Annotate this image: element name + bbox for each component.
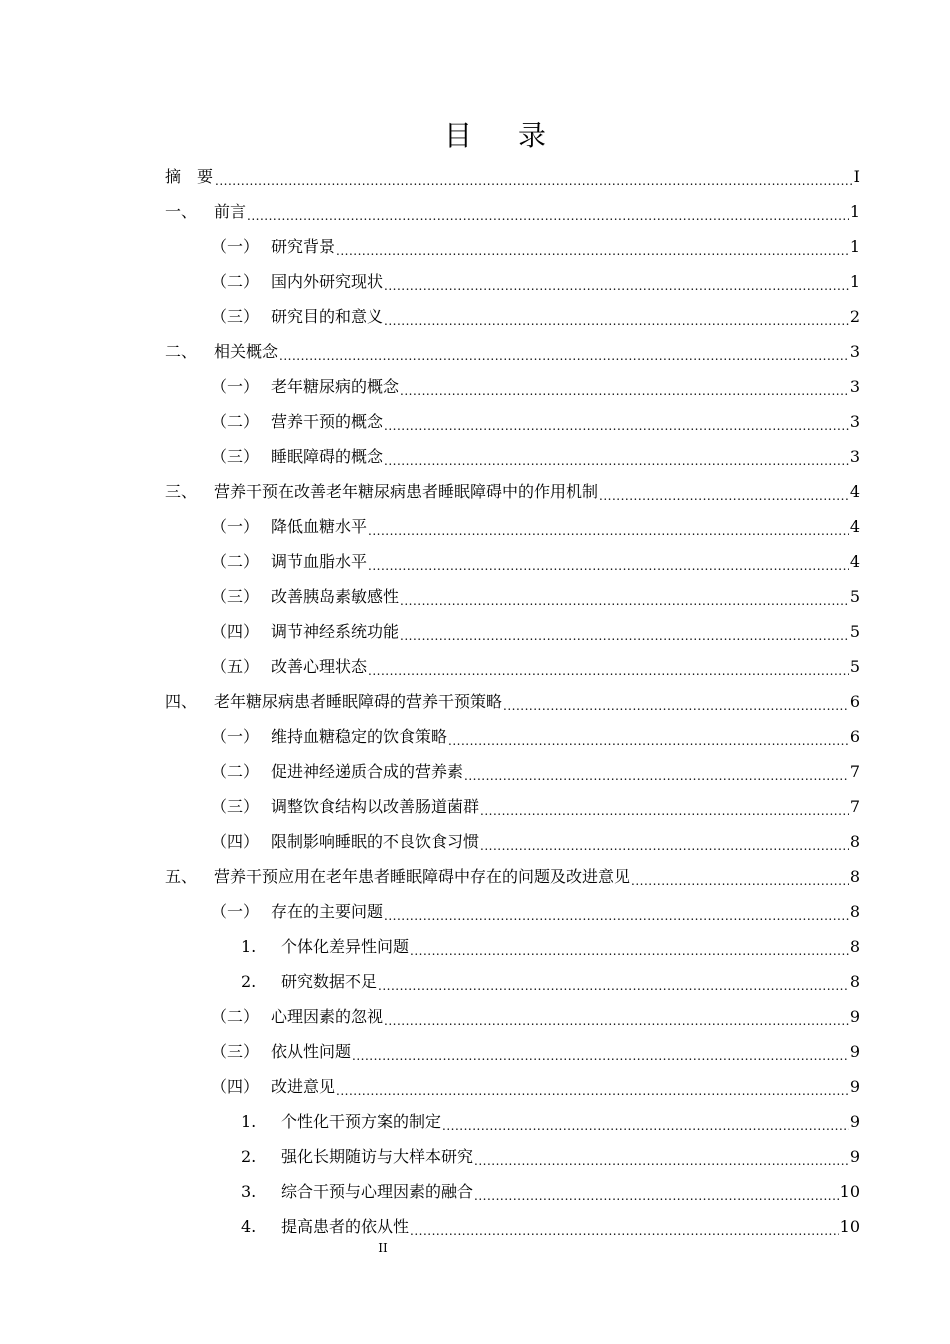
toc-entry-number: 1. [241,1111,257,1131]
toc-page-number: 2 [849,306,860,326]
toc-page-number: 9 [849,1146,860,1166]
toc-dot-leader [336,1081,849,1101]
toc-entry-number: 二、 [165,341,198,361]
toc-page-number: 8 [849,831,860,851]
toc-entry-number: （三） [211,306,260,326]
toc-dot-leader [378,976,849,996]
toc-page-number: 3 [849,446,860,466]
toc-dot-leader [503,696,849,716]
toc-page-number: 10 [839,1216,860,1236]
toc-dot-leader [400,381,849,401]
toc-entry-title: 营养干预应用在老年患者睡眠障碍中存在的问题及改进意见 [214,866,631,886]
toc-dot-leader [336,241,849,261]
toc-page-number: 5 [849,621,860,641]
toc-page-number: 9 [849,1111,860,1131]
toc-entry-title: 个性化干预方案的制定 [281,1111,442,1131]
toc-dot-leader [384,1011,849,1031]
toc-entry-number: （五） [211,656,260,676]
toc-entry[interactable] [165,439,860,474]
toc-page-number: 6 [849,726,860,746]
toc-entry-number: 四、 [165,691,198,711]
toc-entry[interactable] [165,369,860,404]
toc-entry-title: 个体化差异性问题 [281,936,410,956]
toc-page-number: 3 [849,411,860,431]
toc-entry-title: 营养干预的概念 [271,411,384,431]
toc-entry-number: 三、 [165,481,198,501]
toc-page-number: 9 [849,1076,860,1096]
toc-dot-leader [384,906,849,926]
toc-entry[interactable] [165,684,860,719]
title-char-1: 目 [443,119,472,152]
toc-entry-number: （一） [211,376,260,396]
toc-entry[interactable] [165,299,860,334]
toc-entry[interactable] [165,1069,860,1104]
toc-page-number: 3 [849,376,860,396]
toc-entry-title: 前言 [214,201,247,221]
title-char-2: 录 [518,119,547,152]
toc-dot-leader [368,556,849,576]
toc-page-number: 4 [849,516,860,536]
toc-dot-leader [368,661,849,681]
toc-dot-leader [215,171,853,191]
toc-entry-title: 相关概念 [214,341,279,361]
toc-entry-number: （三） [211,1041,260,1061]
toc-page-number: 7 [849,761,860,781]
toc-entry-number: 1. [241,936,257,956]
toc-dot-leader [410,1221,839,1241]
toc-entry[interactable] [165,754,860,789]
toc-page-number: 5 [849,586,860,606]
toc-entry[interactable] [165,1034,860,1069]
toc-entry-title: 降低血糖水平 [271,516,368,536]
toc-entry-number: 摘 要 [165,166,214,186]
toc-dot-leader [352,1046,849,1066]
toc-dot-leader [480,801,849,821]
toc-entry-number: （一） [211,516,260,536]
toc-dot-leader [384,276,849,296]
toc-entry-title: 研究数据不足 [281,971,378,991]
toc-entry-title: 促进神经递质合成的营养素 [271,761,464,781]
toc-page-number: 6 [849,691,860,711]
toc-entry[interactable] [165,824,860,859]
toc-page-number: 8 [849,936,860,956]
toc-page-number: 1 [849,236,860,256]
toc-entry-title: 提高患者的依从性 [281,1216,410,1236]
toc-entry[interactable] [165,859,860,894]
toc-dot-leader [400,591,849,611]
toc-entry-title: 维持血糖稳定的饮食策略 [271,726,448,746]
toc-dot-leader [448,731,849,751]
toc-page-number: 8 [849,971,860,991]
toc-entry[interactable] [165,474,860,509]
toc-entry[interactable] [165,544,860,579]
toc-entry-number: （二） [211,271,260,291]
toc-entry-title: 调节血脂水平 [271,551,368,571]
toc-entry-number: （二） [211,411,260,431]
toc-entry[interactable] [165,789,860,824]
toc-entry-number: （一） [211,901,260,921]
toc-entry-number: 一、 [165,201,198,221]
toc-entry-title: 限制影响睡眠的不良饮食习惯 [271,831,480,851]
toc-entry-title: 心理因素的忽视 [271,1006,384,1026]
toc-entry[interactable] [165,1174,860,1209]
toc-entry-title: 研究背景 [271,236,336,256]
toc-dot-leader [599,486,849,506]
toc-dot-leader [480,836,849,856]
toc-entry-title: 改善心理状态 [271,656,368,676]
toc-page-number: 4 [849,481,860,501]
toc-entry[interactable] [165,964,860,999]
toc-entry-title: 调节神经系统功能 [271,621,400,641]
toc-entry-number: （四） [211,621,260,641]
toc-entry-number: （二） [211,1006,260,1026]
toc-page-number: 10 [839,1181,860,1201]
toc-entry-number: 2. [241,971,257,991]
toc-entry-number: （三） [211,586,260,606]
toc-entry-title: 依从性问题 [271,1041,352,1061]
toc-entry-title: 营养干预在改善老年糖尿病患者睡眠障碍中的作用机制 [214,481,599,501]
toc-page-number: 7 [849,796,860,816]
toc-entry[interactable] [165,159,860,194]
toc-dot-leader [247,206,849,226]
toc-entry-title: 综合干预与心理因素的融合 [281,1181,474,1201]
toc-dot-leader [474,1151,849,1171]
toc-dot-leader [442,1116,849,1136]
toc-entry[interactable] [165,264,860,299]
toc-entry[interactable] [165,929,860,964]
toc-entry[interactable] [165,1139,860,1174]
toc-entry-number: （四） [211,1076,260,1096]
toc-entry-number: （二） [211,761,260,781]
toc-entry-title: 老年糖尿病的概念 [271,376,400,396]
toc-dot-leader [631,871,849,891]
toc-entry-number: （一） [211,236,260,256]
toc-entry-number: （二） [211,551,260,571]
toc-entry-number: （三） [211,446,260,466]
toc-entry[interactable] [165,229,860,264]
toc-dot-leader [474,1186,839,1206]
toc-entry[interactable] [165,614,860,649]
toc-entry[interactable] [165,404,860,439]
toc-page-number: 3 [849,341,860,361]
toc-page-number: 8 [849,901,860,921]
toc-dot-leader [410,941,849,961]
toc-entry-title: 研究目的和意义 [271,306,384,326]
toc-entry[interactable] [165,719,860,754]
toc-entry[interactable] [165,579,860,614]
toc-entry[interactable] [165,334,860,369]
toc-page-number: 1 [849,201,860,221]
toc-entry[interactable] [165,999,860,1034]
toc-entry[interactable] [165,1209,860,1244]
toc-entry-number: 3. [241,1181,257,1201]
toc-entry[interactable] [165,1104,860,1139]
toc-dot-leader [384,451,849,471]
page-title [0,114,950,154]
toc-entry-title: 老年糖尿病患者睡眠障碍的营养干预策略 [214,691,503,711]
toc-entry[interactable] [165,649,860,684]
page-footer-number: II [378,1241,388,1255]
toc-page-number: 9 [849,1006,860,1026]
toc-entry-number: （四） [211,831,260,851]
toc-entry-number: （三） [211,796,260,816]
toc-entry-number: （一） [211,726,260,746]
toc-entry[interactable] [165,194,860,229]
toc-entry-title: 国内外研究现状 [271,271,384,291]
toc-dot-leader [368,521,849,541]
toc-entry-title: 存在的主要问题 [271,901,384,921]
toc-entry-number: 2. [241,1146,257,1166]
toc-entry-title: 改善胰岛素敏感性 [271,586,400,606]
toc-entry-title: 改进意见 [271,1076,336,1096]
toc-page-number: 8 [849,866,860,886]
toc-entry-number: 4. [241,1216,257,1236]
toc-page-number: 4 [849,551,860,571]
toc-entry-title: 强化长期随访与大样本研究 [281,1146,474,1166]
toc-entry[interactable] [165,894,860,929]
toc-dot-leader [384,416,849,436]
toc-dot-leader [279,346,849,366]
toc-entry-title: 调整饮食结构以改善肠道菌群 [271,796,480,816]
toc-entry-number: 五、 [165,866,198,886]
toc-dot-leader [384,311,849,331]
toc-entry-title: 睡眠障碍的概念 [271,446,384,466]
toc-page-number: 1 [849,271,860,291]
toc-dot-leader [400,626,849,646]
toc-page-number: 9 [849,1041,860,1061]
toc-page-number: I [853,166,860,186]
toc-entry[interactable] [165,509,860,544]
toc-page-number: 5 [849,656,860,676]
toc-dot-leader [464,766,849,786]
